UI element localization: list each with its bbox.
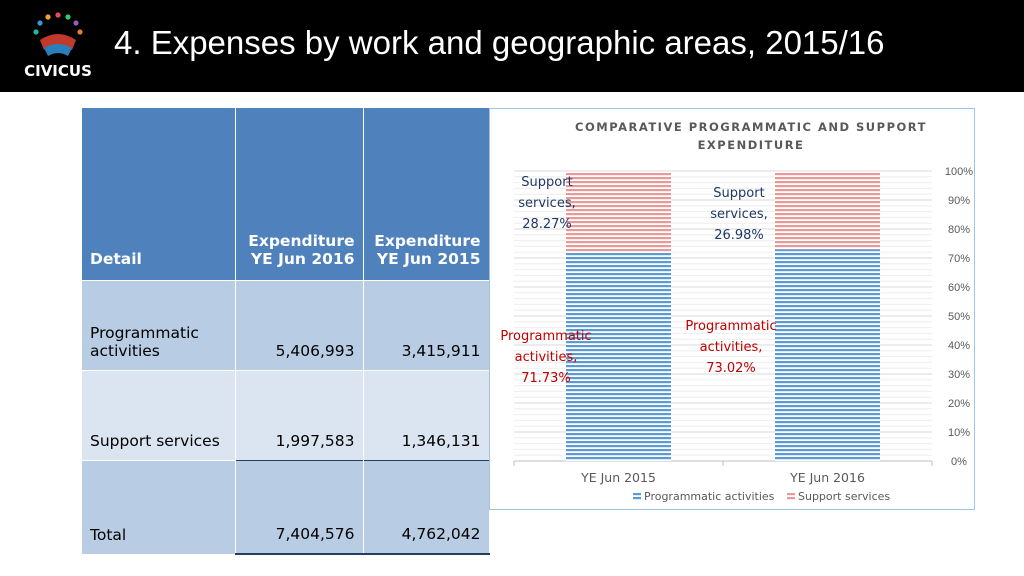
y-tick-label: 40% (947, 340, 971, 352)
legend-label: Support services (798, 490, 891, 503)
chart-title-line-1: COMPARATIVE PROGRAMMATIC AND SUPPORT (575, 120, 927, 134)
civicus-logo (18, 10, 98, 82)
row-value-2015: 4,762,042 (363, 461, 489, 555)
row-detail: Total (82, 461, 235, 555)
row-value-2015: 1,346,131 (363, 371, 489, 461)
header-expenditure-2016: Expenditure YE Jun 2016 (235, 108, 363, 281)
y-tick-label: 0% (951, 456, 967, 468)
y-tick-label: 20% (947, 398, 971, 410)
row-value-2016: 1,997,583 (235, 371, 363, 461)
legend-swatch (633, 492, 641, 500)
legend-label: Programmatic activities (644, 490, 775, 503)
y-tick-label: 70% (947, 253, 971, 265)
y-tick-label: 10% (947, 427, 971, 439)
bar-programmatic (775, 249, 880, 461)
x-category-label: YE Jun 2015 (581, 470, 656, 485)
row-detail: Programmatic activities (82, 281, 235, 371)
table-row-total (82, 461, 489, 555)
row-value-2016: 5,406,993 (235, 281, 363, 371)
y-tick-label: 30% (947, 369, 971, 381)
y-tick-label: 90% (947, 195, 971, 207)
row-value-2016: 7,404,576 (235, 461, 363, 555)
row-detail: Support services (82, 371, 235, 461)
bar-support (566, 171, 671, 253)
expenditure-table (82, 108, 489, 544)
chart-title-line-2: EXPENDITURE (697, 138, 805, 152)
logo-text: CIVICUS (24, 62, 92, 80)
stacked-bar-chart (490, 109, 976, 511)
chart-container (489, 108, 975, 510)
header-detail: Detail (82, 108, 235, 281)
row-value-2015: 3,415,911 (363, 281, 489, 371)
x-category-label: YE Jun 2016 (790, 470, 865, 485)
table-row (82, 371, 489, 461)
bar-programmatic (566, 253, 671, 461)
y-tick-label: 60% (947, 282, 971, 294)
header-bar (0, 0, 1024, 92)
data-label-support: Support services, 26.98% (710, 186, 768, 243)
data-label-programmatic: Programmatic activities, 71.73% (500, 329, 592, 386)
y-tick-label: 80% (947, 224, 971, 236)
y-tick-label: 100% (944, 166, 974, 178)
table-row (82, 281, 489, 371)
legend-swatch (787, 492, 795, 500)
data-label-support: Support services, 28.27% (518, 175, 576, 232)
page-title: 4. Expenses by work and geographic areas, 2015/16 (114, 24, 885, 61)
data-label-programmatic: Programmatic activities, 73.02% (685, 319, 777, 376)
y-tick-label: 50% (947, 311, 971, 323)
bar-support (775, 171, 880, 249)
header-expenditure-2015: Expenditure YE Jun 2015 (363, 108, 489, 281)
